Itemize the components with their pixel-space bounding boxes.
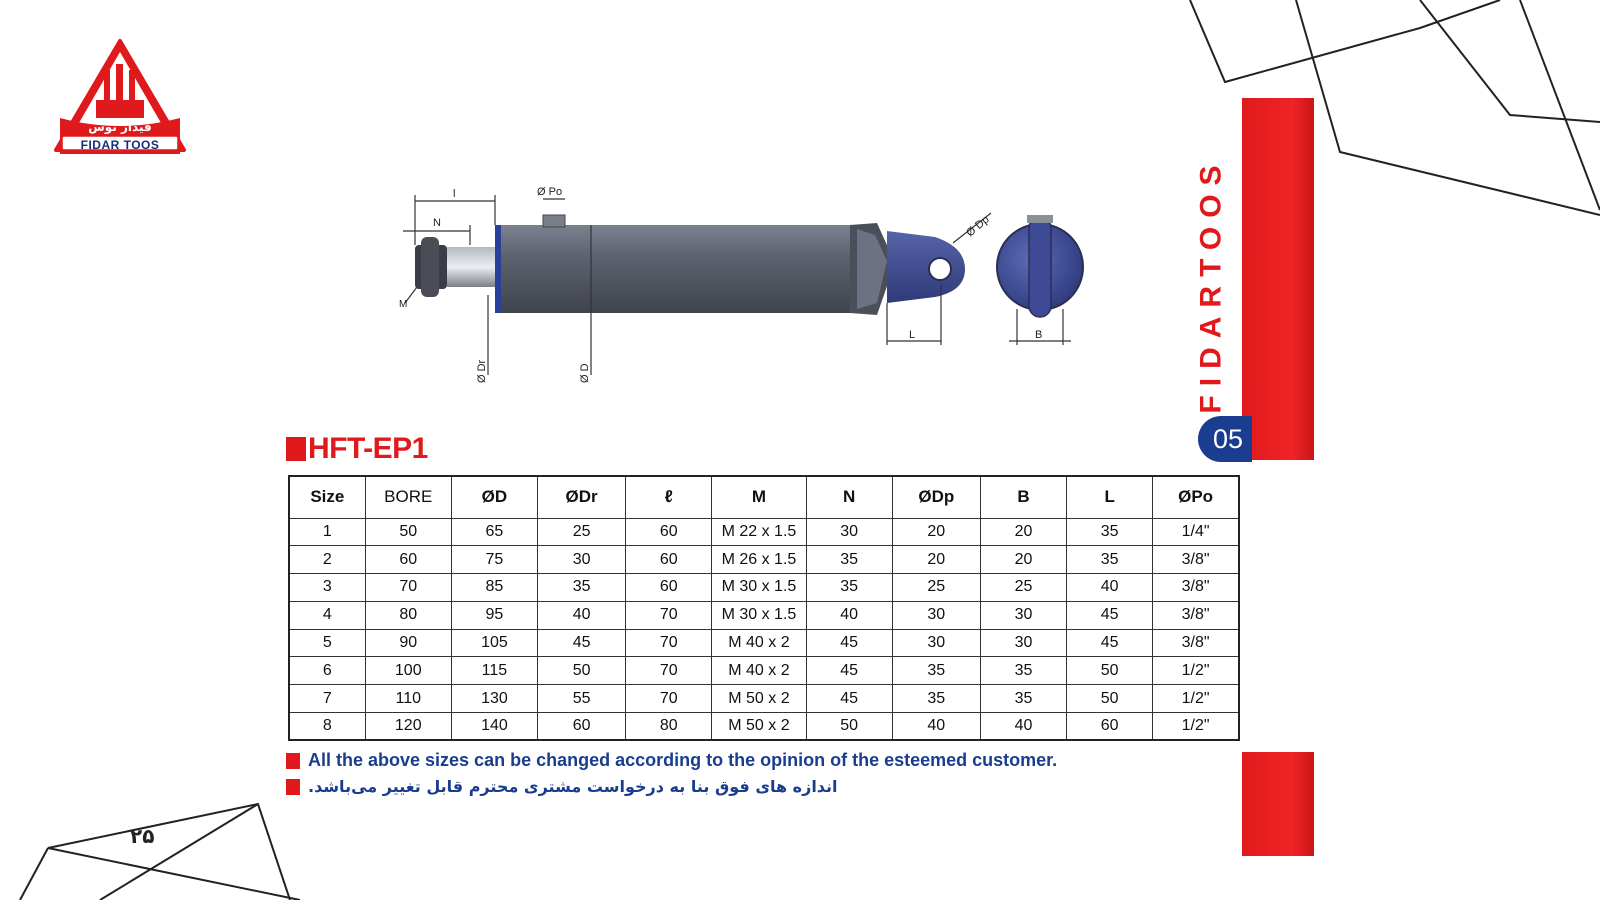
table-cell: M 30 x 1.5 xyxy=(712,601,806,629)
dim-label-l: l xyxy=(453,188,456,200)
table-cell: 60 xyxy=(538,713,626,741)
table-cell: 5 xyxy=(289,629,365,657)
table-cell: 140 xyxy=(451,713,537,741)
table-cell: 3 xyxy=(289,574,365,602)
dim-label-N: N xyxy=(433,217,441,229)
table-cell: M 22 x 1.5 xyxy=(712,518,806,546)
table-cell: 35 xyxy=(892,685,980,713)
table-cell: 35 xyxy=(806,574,892,602)
table-cell: 70 xyxy=(626,601,712,629)
table-cell: 60 xyxy=(1067,713,1153,741)
table-cell: 30 xyxy=(892,601,980,629)
table-cell: 45 xyxy=(1067,629,1153,657)
table-cell: 6 xyxy=(289,657,365,685)
table-cell: 100 xyxy=(365,657,451,685)
specification-table xyxy=(288,475,1240,741)
logo-text-persian: فیدار توس xyxy=(88,120,152,134)
table-cell: 45 xyxy=(538,629,626,657)
table-cell: 45 xyxy=(806,629,892,657)
table-cell: 60 xyxy=(626,518,712,546)
col-header-bore: BORE xyxy=(365,476,451,518)
table-cell: 35 xyxy=(1067,546,1153,574)
table-row xyxy=(289,657,1239,685)
section-tab: 05 xyxy=(1198,416,1252,462)
table-cell: 1/2" xyxy=(1153,685,1239,713)
table-cell: 35 xyxy=(806,546,892,574)
table-row xyxy=(289,574,1239,602)
table-cell: 1 xyxy=(289,518,365,546)
table-cell: 3/8" xyxy=(1153,546,1239,574)
table-cell: 40 xyxy=(892,713,980,741)
table-row xyxy=(289,601,1239,629)
col-header-b: B xyxy=(980,476,1066,518)
table-cell: 20 xyxy=(980,518,1066,546)
table-cell: 65 xyxy=(451,518,537,546)
logo-text-english: FIDAR TOOS xyxy=(80,138,160,152)
table-cell: 60 xyxy=(365,546,451,574)
cylinder-body xyxy=(495,225,850,313)
table-cell: 40 xyxy=(806,601,892,629)
col-header-dp: ØDp xyxy=(892,476,980,518)
table-cell: 75 xyxy=(451,546,537,574)
table-row xyxy=(289,629,1239,657)
col-header-dr: ØDr xyxy=(538,476,626,518)
table-cell: 45 xyxy=(806,657,892,685)
table-cell: 2 xyxy=(289,546,365,574)
title-marker xyxy=(286,437,306,461)
table-cell: 50 xyxy=(806,713,892,741)
dim-label-Dr: Ø Dr xyxy=(476,359,488,383)
table-cell: 105 xyxy=(451,629,537,657)
table-cell: 25 xyxy=(980,574,1066,602)
table-row xyxy=(289,546,1239,574)
table-cell: 50 xyxy=(538,657,626,685)
col-header-l: ℓ xyxy=(626,476,712,518)
brand-name: FIDARTOOS xyxy=(1195,156,1228,414)
dim-label-Dp: Ø Dp xyxy=(964,213,992,240)
table-cell: M 50 x 2 xyxy=(712,713,806,741)
col-header-size: Size xyxy=(289,476,365,518)
table-cell: 40 xyxy=(538,601,626,629)
dim-label-D: Ø D xyxy=(579,363,591,383)
table-cell: 60 xyxy=(626,574,712,602)
table-cell: 45 xyxy=(806,685,892,713)
table-cell: 40 xyxy=(1067,574,1153,602)
note-english xyxy=(286,750,1057,771)
note-marker xyxy=(286,753,300,769)
table-cell: 25 xyxy=(538,518,626,546)
table-cell: 70 xyxy=(626,685,712,713)
col-header-d: ØD xyxy=(451,476,537,518)
table-cell: 85 xyxy=(451,574,537,602)
table-cell: 70 xyxy=(626,657,712,685)
note-marker xyxy=(286,779,300,795)
table-cell: 35 xyxy=(1067,518,1153,546)
table-cell: 3/8" xyxy=(1153,574,1239,602)
page-number: ۲۵ xyxy=(130,824,155,848)
table-cell: M 26 x 1.5 xyxy=(712,546,806,574)
table-row xyxy=(289,713,1239,741)
table-cell: 30 xyxy=(892,629,980,657)
table-cell: 110 xyxy=(365,685,451,713)
note-english-text: All the above sizes can be changed according to the opinion of the esteemed customer. xyxy=(308,750,1058,770)
table-cell: 1/2" xyxy=(1153,713,1239,741)
dim-label-B: B xyxy=(1035,329,1043,341)
table-cell: 8 xyxy=(289,713,365,741)
table-cell: 30 xyxy=(806,518,892,546)
model-name: HFT-EP1 xyxy=(308,432,428,465)
table-cell: 50 xyxy=(1067,685,1153,713)
table-cell: 50 xyxy=(365,518,451,546)
table-cell: M 30 x 1.5 xyxy=(712,574,806,602)
table-cell: 20 xyxy=(980,546,1066,574)
dim-label-L: L xyxy=(909,329,916,341)
table-cell: 40 xyxy=(980,713,1066,741)
table-cell: 25 xyxy=(892,574,980,602)
col-header-L: L xyxy=(1067,476,1153,518)
table-cell: 30 xyxy=(980,601,1066,629)
table-cell: 3/8" xyxy=(1153,629,1239,657)
table-cell: 80 xyxy=(626,713,712,741)
table-row xyxy=(289,685,1239,713)
dim-label-M: M xyxy=(399,299,408,310)
col-header-po: ØPo xyxy=(1153,476,1239,518)
company-logo xyxy=(52,38,188,156)
table-cell: 80 xyxy=(365,601,451,629)
table-cell: 120 xyxy=(365,713,451,741)
table-cell: 3/8" xyxy=(1153,601,1239,629)
table-cell: 45 xyxy=(1067,601,1153,629)
table-cell: 50 xyxy=(1067,657,1153,685)
rod-eye xyxy=(887,231,965,303)
table-cell: 70 xyxy=(626,629,712,657)
table-cell: M 40 x 2 xyxy=(712,629,806,657)
table-cell: 4 xyxy=(289,601,365,629)
table-cell: 1/2" xyxy=(1153,657,1239,685)
oil-port xyxy=(543,215,565,227)
table-cell: M 40 x 2 xyxy=(712,657,806,685)
red-side-band xyxy=(1242,98,1314,460)
note-persian-text: اندازه های فوق بنا به درخواست مشتری محترم قابل تغییر می‌باشد. xyxy=(308,777,838,796)
table-cell: 7 xyxy=(289,685,365,713)
table-header-row xyxy=(289,476,1239,518)
table-cell: 130 xyxy=(451,685,537,713)
red-side-band-bottom xyxy=(1242,752,1314,856)
cylinder-technical-drawing xyxy=(395,185,1115,395)
table-cell: 35 xyxy=(980,685,1066,713)
table-cell: 60 xyxy=(626,546,712,574)
note-persian xyxy=(286,777,838,796)
dim-label-Po: Ø Po xyxy=(537,186,563,198)
table-cell: 30 xyxy=(538,546,626,574)
table-cell: 20 xyxy=(892,546,980,574)
table-cell: 115 xyxy=(451,657,537,685)
brand-vertical-text xyxy=(1182,156,1242,414)
table-cell: 35 xyxy=(892,657,980,685)
table-cell: 90 xyxy=(365,629,451,657)
col-header-n: N xyxy=(806,476,892,518)
model-title xyxy=(286,432,428,466)
table-cell: 35 xyxy=(538,574,626,602)
piston-rod xyxy=(447,247,495,287)
table-cell: 95 xyxy=(451,601,537,629)
table-cell: 35 xyxy=(980,657,1066,685)
table-cell: M 50 x 2 xyxy=(712,685,806,713)
table-cell: 55 xyxy=(538,685,626,713)
col-header-m: M xyxy=(712,476,806,518)
table-cell: 1/4" xyxy=(1153,518,1239,546)
table-row xyxy=(289,518,1239,546)
table-cell: 30 xyxy=(980,629,1066,657)
table-cell: 20 xyxy=(892,518,980,546)
table-cell: 70 xyxy=(365,574,451,602)
